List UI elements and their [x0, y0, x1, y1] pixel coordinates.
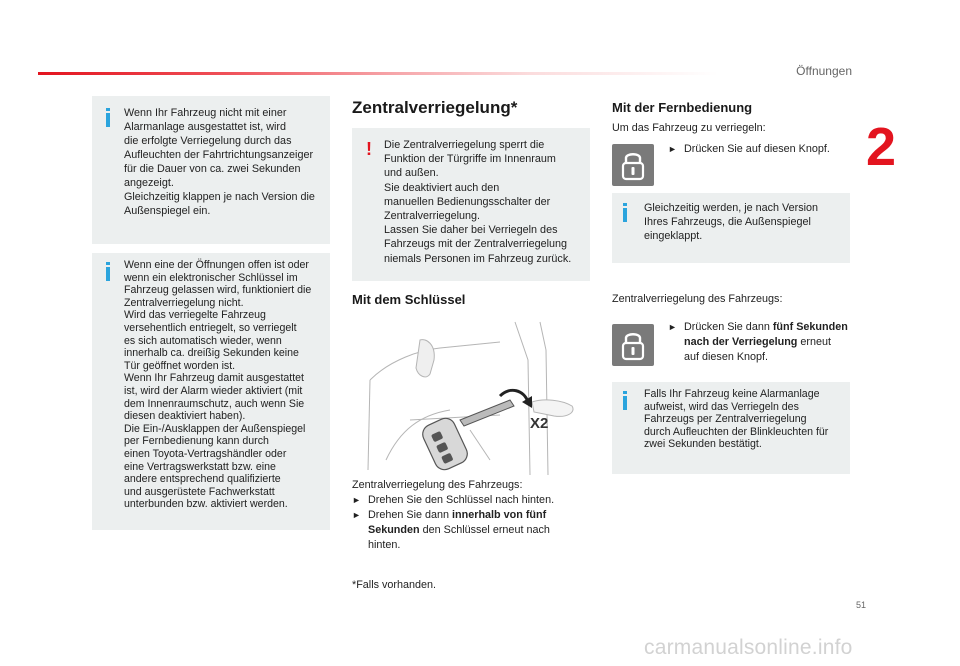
key-step-1: ► Drehen Sie den Schlüssel nach hinten.: [352, 494, 555, 506]
key-step-2: ► Drehen Sie dann innerhalb von fünf Sekunden den Schlüssel erneut nach hinten.: [352, 509, 550, 551]
arrow-bullet-icon: ►: [352, 495, 361, 505]
info-note-text: Wenn Ihr Fahrzeug nicht mit einer Alarmanlage ausgestattet ist, wird die erfolgte Verriegelung durch das Aufleuchten der Fahrtrichtungsanzeiger für die Dauer von ca. zwei Sekunden angezeigt. Gleichzeitig klappen je nach Version die Außenspiegel ein.: [124, 107, 315, 217]
footnote: *Falls vorhanden.: [352, 579, 437, 591]
remote-subtitle: Mit der Fernbedienung: [612, 100, 753, 115]
page-title: Zentralverriegelung*: [352, 98, 518, 117]
remote-step-2: ► Drücken Sie dann fünf Sekunden nach der Verriegelung erneut auf diesen Knopf.: [668, 321, 848, 363]
key-intro: Zentralverriegelung des Fahrzeugs:: [352, 479, 523, 491]
remote-step-1: ► Drücken Sie auf diesen Knopf.: [668, 143, 830, 155]
lock-button-icon: [612, 144, 654, 186]
lock-button-tile: [612, 144, 654, 186]
key-fob-icon: [419, 400, 514, 473]
info-note-text: Wenn eine der Öffnungen offen ist oder wenn ein elektronischer Schlüssel im Fahrzeug gelassen wird, funktioniert die Zentralverriegelung nicht. Wird das verriegelte Fahrzeug versehentlich entriegelt, so verriegelt es sich automatisch wieder, wenn innerhalb ca. dreißig Sekunden keine Tür geöffnet worden ist. Wenn Ihr Fahrzeug damit ausgestattet ist, wird der Alarm wieder aktiviert (mit dem Innenraumschutz, auch wenn Sie diesen deaktiviert haben). Die Ein-/Ausklappen der Außenspiegel per Fernbedienung kann durch einen Toyota-Vertragshändler oder eine Vertragswerkstatt bzw. eine andere entsprechend qualifizierte und ausgerüstete Fachwerkstatt unterbunden bzw. aktiviert werden.: [124, 259, 312, 511]
key-illustration: [350, 320, 590, 475]
info-note-text: Gleichzeitig werden, je nach Version Ihres Fahrzeugs, die Außenspiegel eingeklappt.: [644, 202, 819, 242]
info-icon: [623, 208, 627, 222]
arrow-bullet-icon: ►: [668, 322, 677, 332]
info-note-mirrors: [92, 96, 330, 244]
page-number: 51: [856, 600, 867, 610]
remote-intro-2: Zentralverriegelung des Fahrzeugs:: [612, 293, 783, 305]
chapter-number: 2: [866, 117, 897, 177]
x2-label: X2: [530, 415, 549, 432]
arrow-bullet-icon: ►: [352, 510, 361, 520]
watermark: carmanualsonline.info: [644, 636, 853, 659]
warning-icon: !: [366, 139, 372, 159]
section-title: Öffnungen: [796, 64, 852, 78]
info-icon: [106, 267, 110, 281]
info-icon: [623, 396, 627, 410]
header-rule: [38, 72, 888, 75]
lock-button-icon: [612, 324, 654, 366]
info-note-no-alarm: [612, 382, 850, 474]
remote-intro: Um das Fahrzeug zu verriegeln:: [612, 122, 766, 134]
info-note-central-locking: [92, 253, 330, 530]
info-note-text: Falls Ihr Fahrzeug keine Alarmanlage aufweist, wird das Verriegeln des Fahrzeugs per Zentralverriegelung durch Aufleuchten der Blinkleuchten für zwei Sekunden bestätigt.: [644, 388, 829, 451]
warning-note-text: Die Zentralverriegelung sperrt die Funktion der Türgriffe im Innenraum und außen. Sie deaktiviert auch den manuellen Bedienungsschalter der Zentralverriegelung. Lassen Sie daher bei Verriegeln des Fahrzeugs mit der Zentralverriegelung niemals Personen im Fahrzeug zurück.: [384, 139, 572, 265]
info-note-mirrors-remote: [612, 193, 850, 263]
info-icon: [106, 113, 110, 127]
lock-button-tile: [612, 324, 654, 366]
key-subtitle: Mit dem Schlüssel: [352, 292, 466, 307]
arrow-bullet-icon: ►: [668, 144, 677, 154]
warning-note: [352, 128, 590, 281]
